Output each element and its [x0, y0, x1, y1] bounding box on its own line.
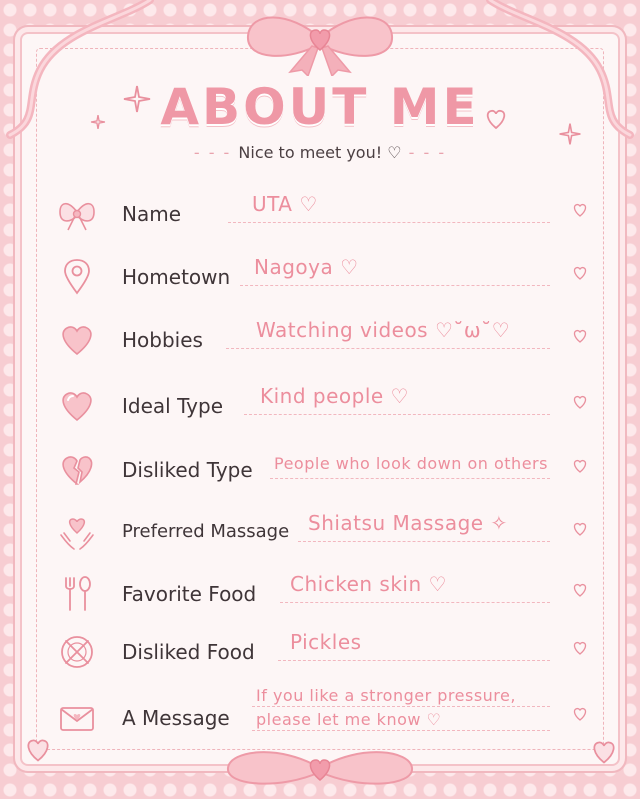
heart-outline-icon	[572, 394, 588, 410]
row-underline	[228, 222, 550, 223]
location-pin-icon	[58, 259, 96, 295]
row-value: Kind people ♡	[260, 384, 409, 408]
heart-cluster-icon	[590, 738, 618, 766]
heart-cluster-icon	[24, 736, 52, 764]
message-line-1: If you like a stronger pressure,	[256, 686, 516, 705]
row-value: Shiatsu Massage ✧	[308, 511, 508, 535]
profile-row-disliked-food	[58, 626, 588, 676]
row-label: Hometown	[122, 265, 231, 289]
row-value: People who look down on others	[274, 454, 548, 473]
heart-outline-icon	[572, 202, 588, 218]
row-label: Name	[122, 202, 182, 226]
heart-outline-icon	[572, 458, 588, 474]
row-label: Favorite Food	[122, 582, 257, 606]
bottom-bow-icon	[180, 742, 460, 798]
row-underline	[226, 348, 550, 349]
profile-row-favorite-food	[58, 568, 588, 618]
heart-outline-icon	[572, 328, 588, 344]
profile-row-hobbies	[58, 314, 588, 364]
heart-outline-icon	[572, 640, 588, 656]
fork-spoon-icon	[58, 576, 96, 612]
heart-outline-icon	[572, 265, 588, 281]
profile-row-message	[58, 686, 588, 742]
row-underline	[298, 541, 550, 542]
row-label: Ideal Type	[122, 394, 224, 418]
row-value	[256, 684, 536, 732]
profile-row-hometown	[58, 251, 588, 301]
row-underline	[278, 660, 550, 661]
profile-row-name	[58, 188, 588, 238]
row-underline	[252, 730, 550, 731]
row-value: Pickles	[290, 630, 362, 654]
heart-icon	[58, 322, 96, 358]
row-label: Disliked Food	[122, 640, 255, 664]
message-line-2: please let me know ♡	[256, 710, 442, 729]
row-value: UTA ♡	[252, 192, 318, 216]
row-underline	[244, 414, 550, 415]
heart-icon	[58, 388, 96, 424]
subtitle-text: Nice to meet you! ♡	[238, 143, 402, 162]
row-label: A Message	[122, 706, 230, 730]
row-underline	[252, 706, 550, 707]
top-bow-icon	[220, 6, 420, 76]
row-underline	[240, 285, 550, 286]
row-underline	[270, 478, 550, 479]
row-label: Disliked Type	[122, 458, 253, 482]
row-value: Chicken skin ♡	[290, 572, 447, 596]
hands-heart-icon	[58, 515, 96, 551]
heart-outline-icon	[572, 521, 588, 537]
profile-row-preferred-massage	[58, 507, 588, 557]
subtitle	[0, 143, 640, 162]
page-title: ABOUT ME	[160, 78, 480, 136]
heart-outline-icon	[572, 582, 588, 598]
crossed-plate-icon	[58, 634, 96, 670]
profile-row-ideal-type	[58, 380, 588, 430]
row-label: Hobbies	[122, 328, 203, 352]
broken-heart-icon	[58, 452, 96, 488]
bow-icon	[58, 196, 96, 232]
row-value: Watching videos ♡˘ω˘♡	[256, 318, 511, 342]
envelope-icon	[58, 700, 96, 736]
row-value: Nagoya ♡	[254, 255, 359, 279]
row-underline	[280, 602, 550, 603]
heart-outline-icon	[572, 706, 588, 722]
subtitle-dash-right: - - -	[401, 143, 447, 162]
row-label: Preferred Massage	[122, 521, 290, 542]
profile-row-disliked-type	[58, 444, 588, 494]
subtitle-dash-left: - - -	[193, 143, 239, 162]
